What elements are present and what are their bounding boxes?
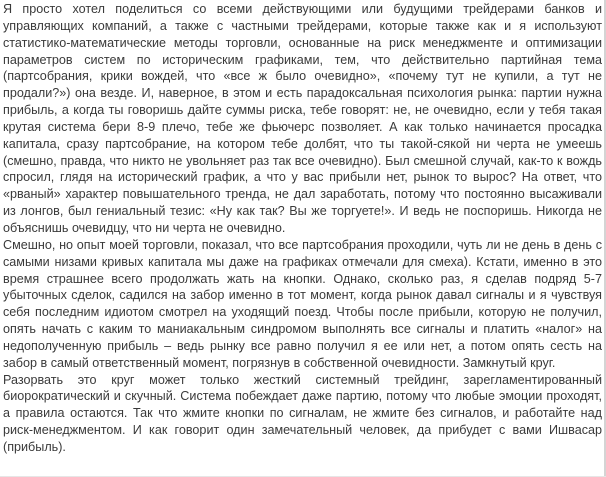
post-paragraph-3: Разорвать это круг может только жесткий системный трейдинг, зарегламентированный биорократический и скучный. Система побеждает даже партию, потому что любые эмоции проходят, а правила остаются. Так что жмите кнопки по сигналам, не жмите без сигналов, и работайте над риск-менеджментом. И как говорит один замечательный человек, да прибудет с вами Ишвасар (прибыль).	[3, 372, 602, 454]
post-paragraph-2: Смешно, но опыт моей торговли, показал, что все партсобрания проходили, чуть ли не день в день с самыми низами кривых капитала мы даже на графиках отмечали для смеха). Кстати, именно в это время страшнее всего продолжать жать на кнопки. Однако, сколько раз, я сделав подряд 5-7 убыточных сделок, садился на забор именно в тот момент, когда рынок давал сигналы и я чувствуя себя последним идиотом смотрел на уходящий поезд. Чтобы после прибыли, которую не получил, опять начать с каким то маниакальным синдромом выполнять все сигналы и платить «налог» на недополученную прибыль – ведь рынку все равно получил я ее или нет, а потом опять сесть на забор в самый ответственный момент, погрязнув в собственной очевидности. Замкнутый круг.	[3, 237, 602, 370]
post-paragraph-1: Я просто хотел поделиться со всеми действующими или будущими трейдерами банков и управляющих компаний, а также с частными трейдерами, которые также как и я используют статистико-математические методы торговли, основанные на риск менеджменте и оптимизации параметров систем по историческим графиками, тем, что действительно партийная тема (партсобрания, крики вождей, что «все ж было очевидно», «почему тут не купили, а тут не продали?») она везде. И, наверное, в этом и есть парадоксальная психология рынка: партии нужна прибыль, а когда ты говоришь дайте суммы риска, тебе говорят: не, не очевидно, если у тебя такая крутая система бери 8-9 плечо, тебе же фьючерс позволяет. А как только начинается просадка капитала, сразу партсобрание, на котором тебе долбят, что ты такой-сякой ни черта не умеешь (смешно, правда, что никто не увольняет раз так все очевидно). Был смешной случай, как-то к вождь спросил, глядя на исторический график, а что у вас прибыли нет, рынок то вырос? На ответ, что «рваный» характер повышательного тренда, не дал заработать, потому что постоянно высаживали из лонгов, был гениальный тезис: «Ну как так? Вы же торгуете!». И ведь не поспоришь. Никогда не объяснишь очевидцу, что ни черта не очевидно.	[3, 2, 602, 235]
post-body	[3, 1, 602, 456]
